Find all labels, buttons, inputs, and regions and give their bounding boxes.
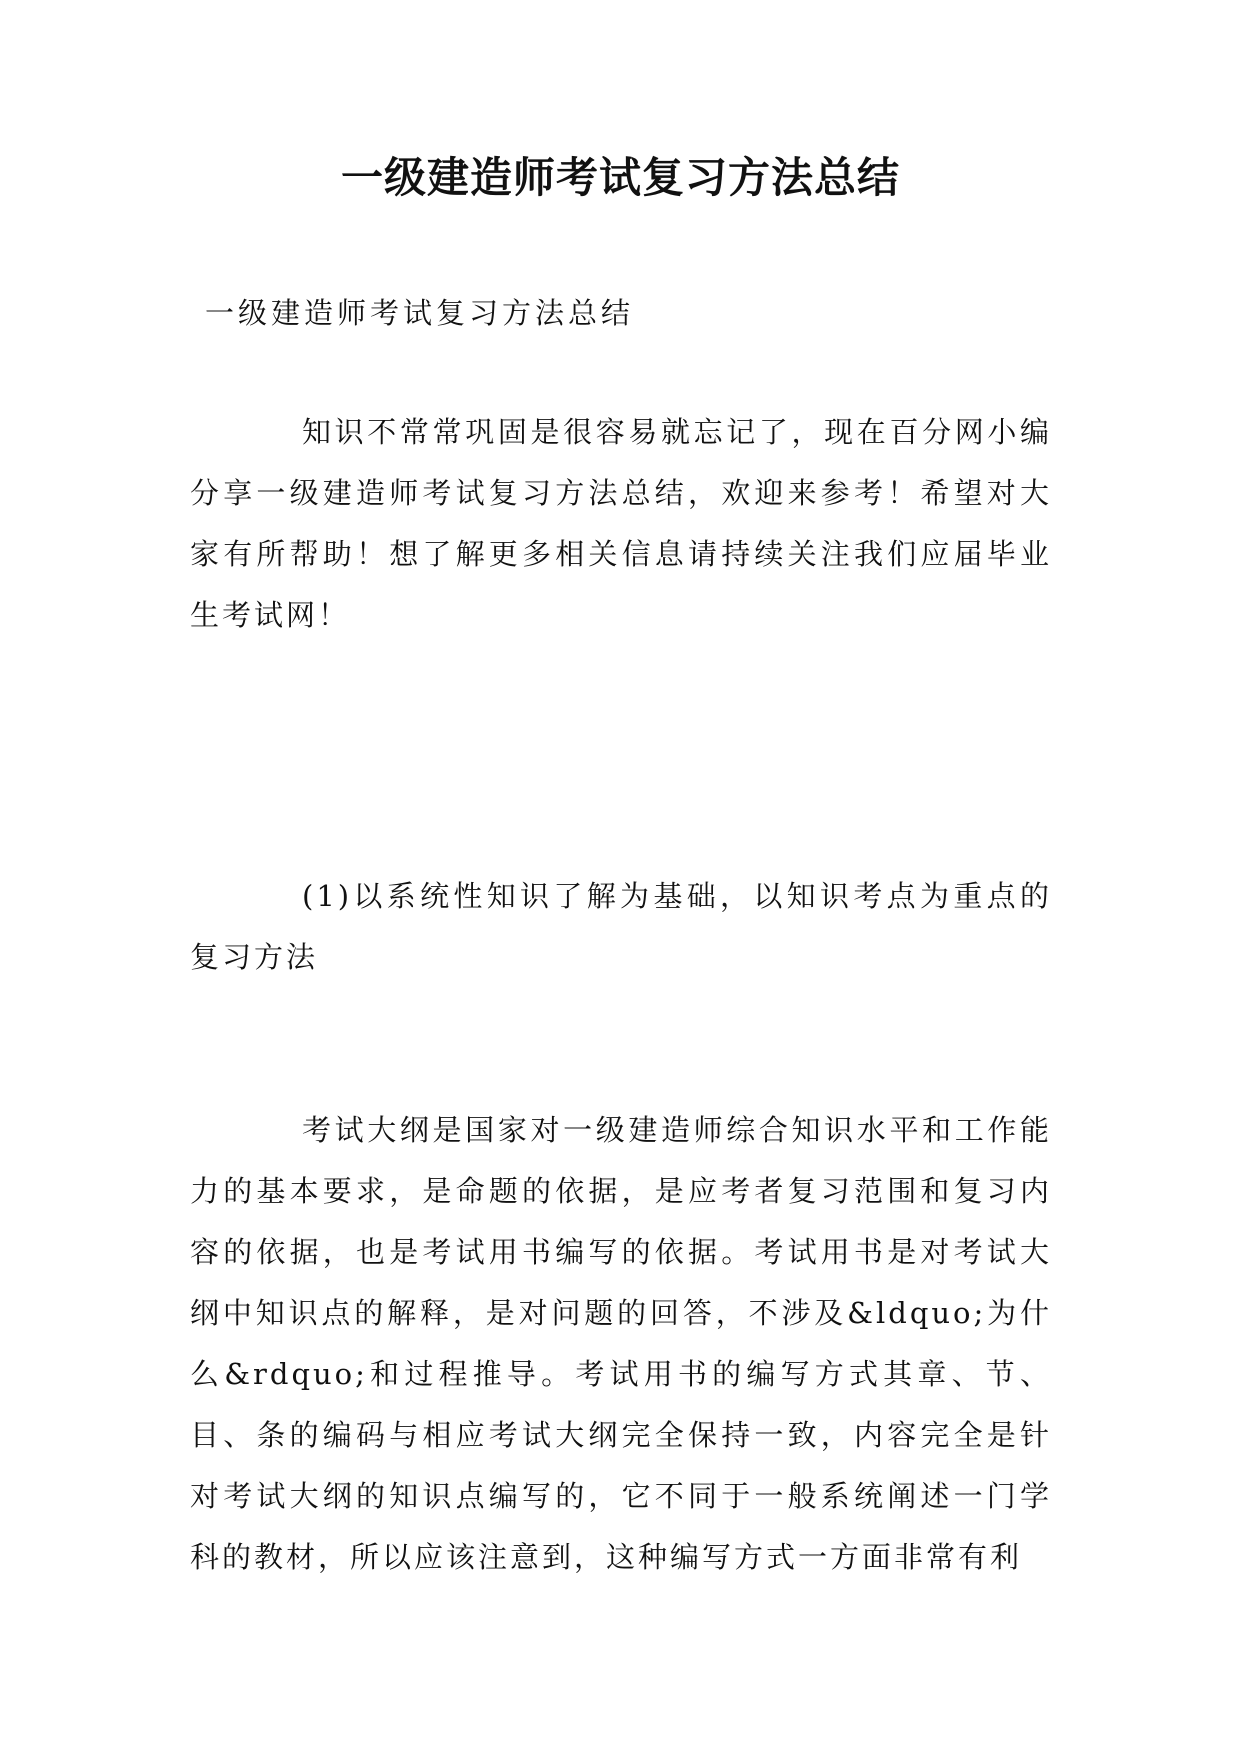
section-heading-paragraph: (1)以系统性知识了解为基础，以知识考点为重点的复习方法 [190, 879, 1052, 974]
intro-paragraph: 知识不常常巩固是很容易就忘记了，现在百分网小编分享一级建造师考试复习方法总结，欢迎来参考！希望对大家有所帮助！想了解更多相关信息请持续关注我们应届毕业生考试网！ [190, 415, 1052, 632]
document-title: 一级建造师考试复习方法总结 [340, 153, 900, 202]
document-subtitle: 一级建造师考试复习方法总结 [205, 296, 635, 330]
body-paragraph: 考试大纲是国家对一级建造师综合知识水平和工作能力的基本要求，是命题的依据，是应考者复习范围和复习内容的依据，也是考试用书编写的依据。考试用书是对考试大纲中知识点的解释，是对问题的回答，不涉及&ldquo;为什么&rdquo;和过程推导。考试用书的编写方式其章、节、目、条的编码与相应考试大纲完全保持一致，内容完全是针对考试大纲的知识点编写的，它不同于一般系统阐述一门学科的教材，所以应该注意到，这种编写方式一方面非常有利 [190, 1113, 1052, 1574]
